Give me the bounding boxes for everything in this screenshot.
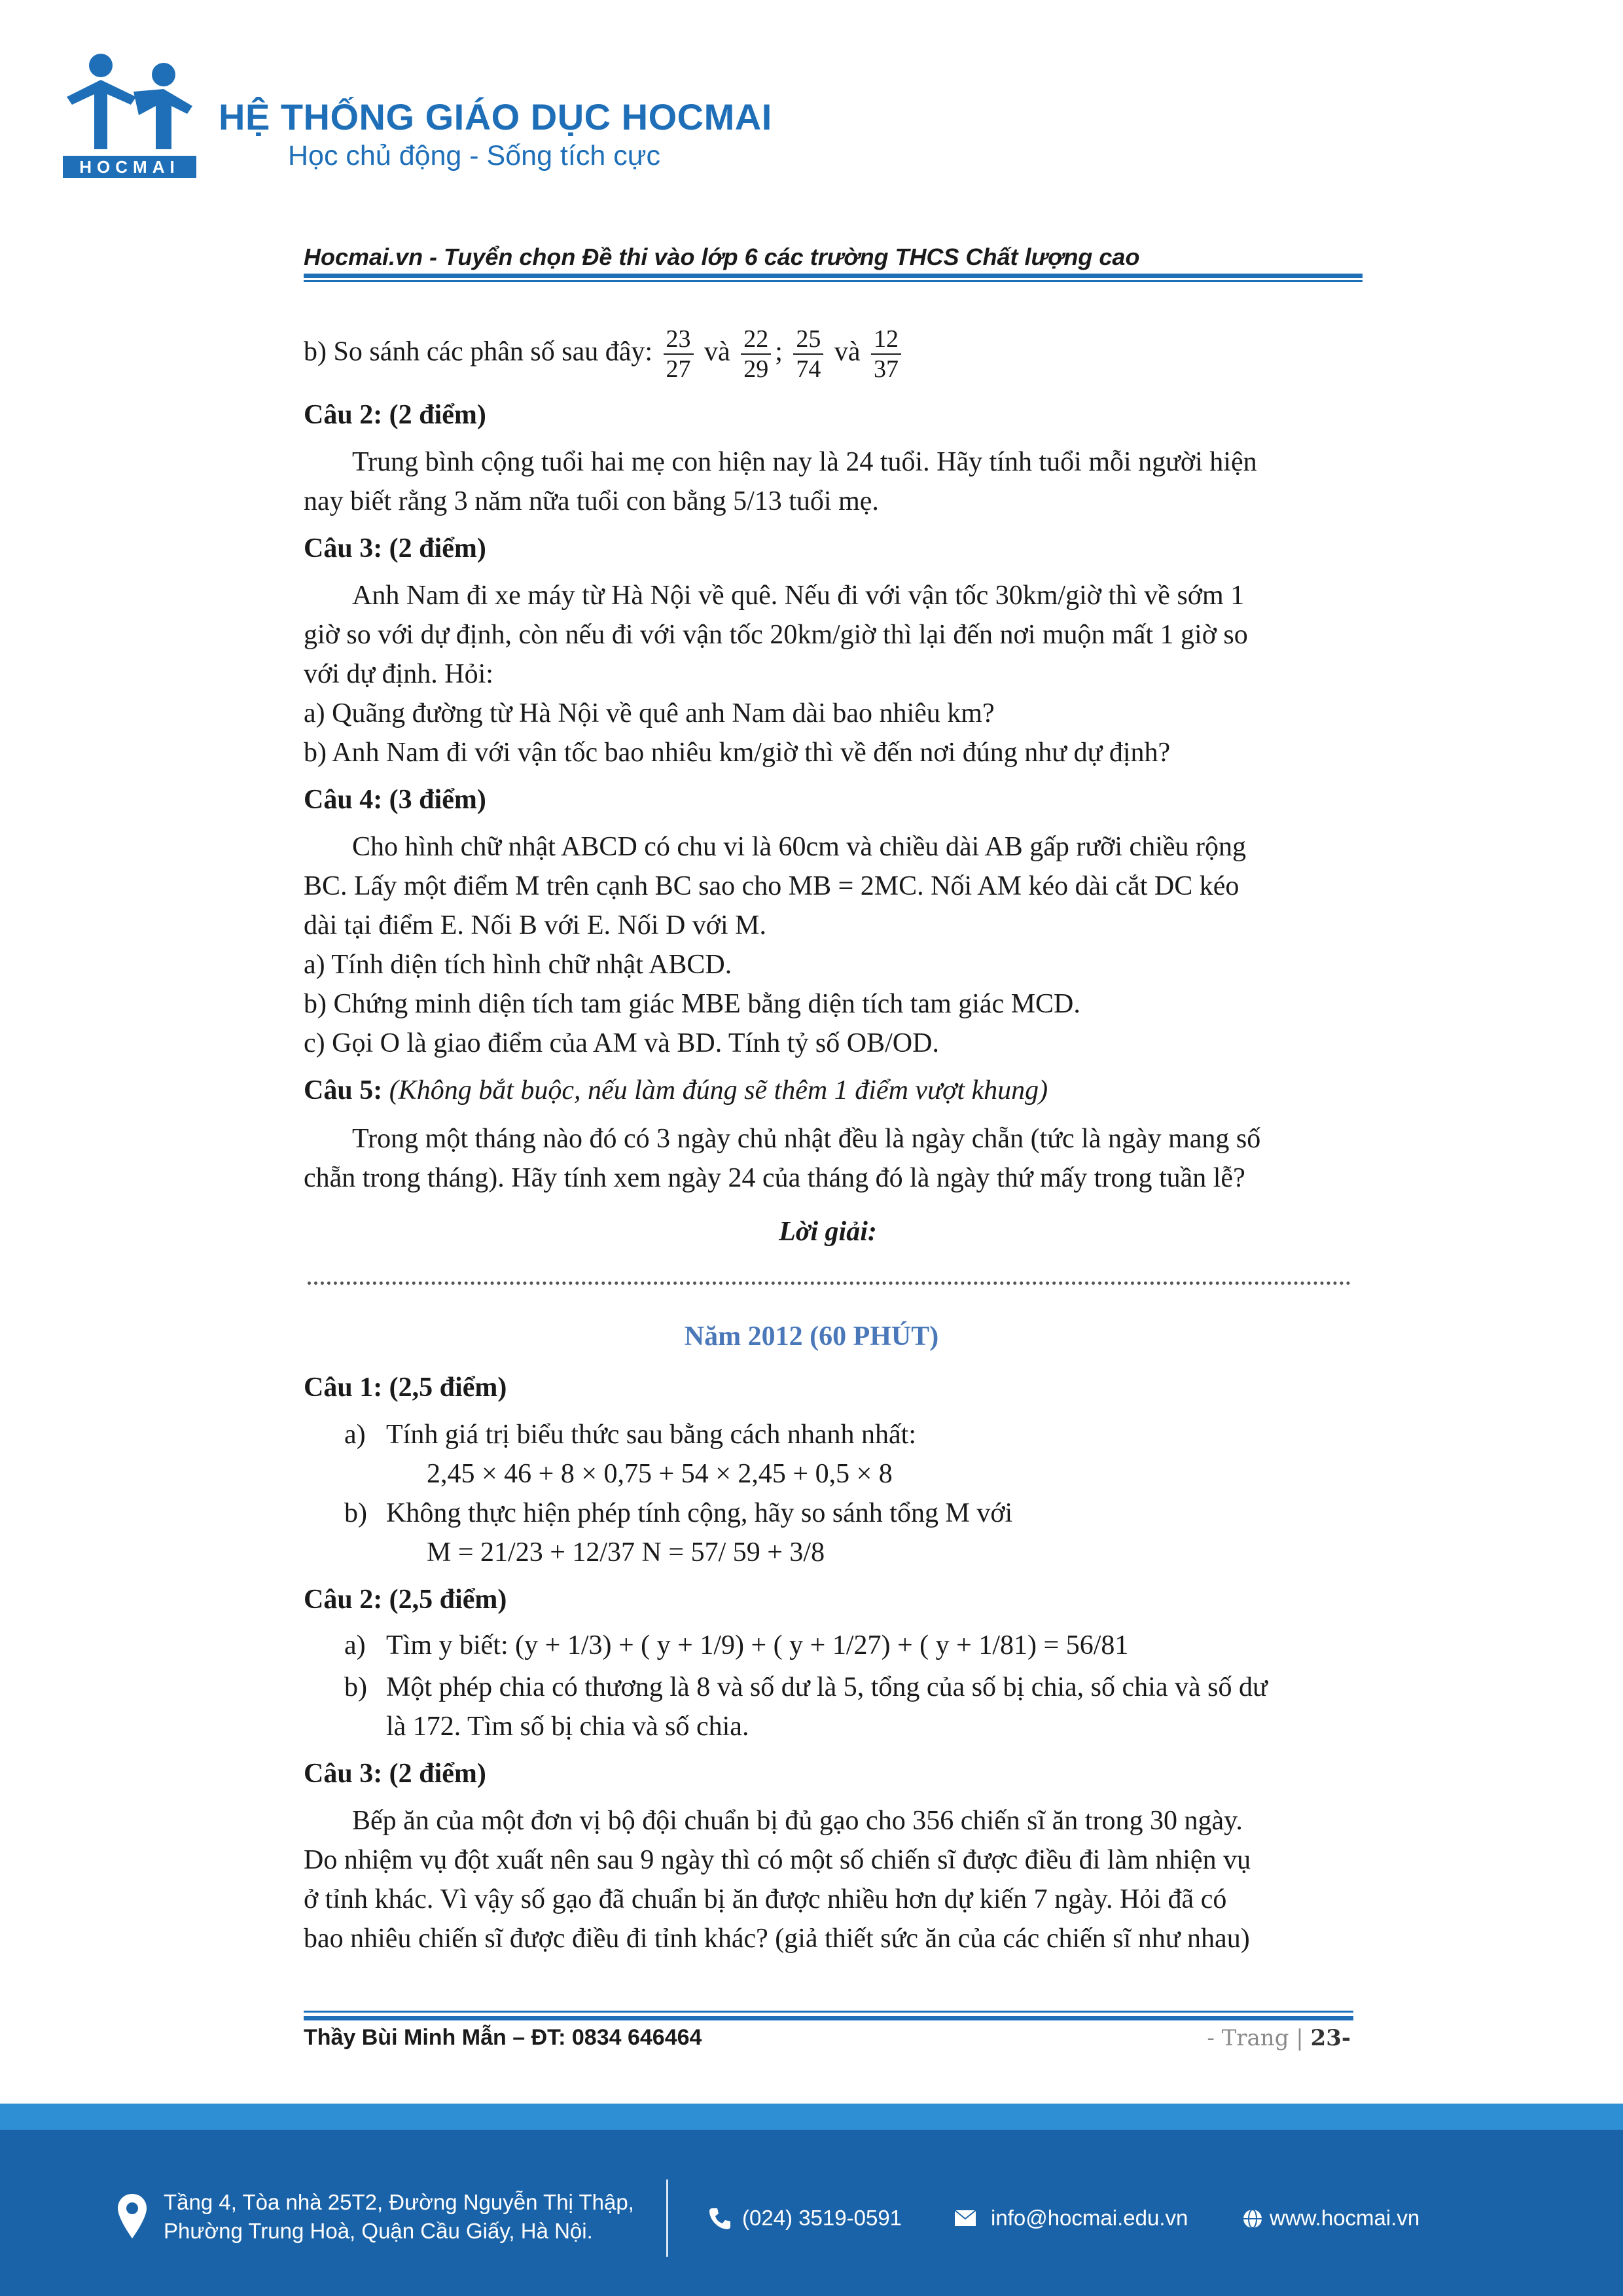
email-icon	[954, 2210, 976, 2227]
q4-line-6: c) Gọi O là giao điểm của AM và BD. Tính tỷ số OB/OD.	[304, 1028, 939, 1058]
fraction-4: $\frac{12}{37}$	[871, 325, 901, 384]
globe-icon	[1242, 2208, 1263, 2229]
y2012-q1-title: Câu 1: (2,5 điểm)	[304, 1372, 507, 1403]
q3-line-2: giờ so với dự định, còn nếu đi với vận tốc 20km/giờ thì lại đến nơi muộn mất 1 giờ so	[304, 620, 1248, 650]
solution-label: Lời giải:	[779, 1217, 877, 1247]
y2012-q1b-text: Không thực hiện phép tính cộng, hãy so sánh tổng M với	[386, 1498, 1013, 1528]
footer-rule	[304, 2016, 1353, 2020]
q4-line-1: Cho hình chữ nhật ABCD có chu vi là 60cm và chiều dài AB gấp rưỡi chiều rộng	[352, 832, 1246, 862]
q5-title-line	[304, 1071, 1048, 1110]
location-pin-icon	[116, 2193, 148, 2240]
running-head: Hocmai.vn - Tuyển chọn Đề thi vào lớp 6 các trường THCS Chất lượng cao	[304, 243, 1140, 270]
y2012-q3-line-4: bao nhiêu chiến sĩ được điều đi tỉnh khác? (giả thiết sức ăn của các chiến sĩ như nhau)	[304, 1924, 1250, 1954]
website-link[interactable]: www.hocmai.vn	[1270, 2206, 1420, 2230]
y2012-q2-title: Câu 2: (2,5 điểm)	[304, 1585, 507, 1615]
footer-band-top	[0, 2104, 1623, 2130]
q2-title: Câu 2: (2 điểm)	[304, 400, 486, 430]
phone-icon	[707, 2206, 733, 2232]
y2012-q2b-line2: là 172. Tìm số bị chia và số chia.	[386, 1712, 749, 1742]
q3-line-4: a) Quãng đường từ Hà Nội về quê anh Nam dài bao nhiêu km?	[304, 698, 995, 728]
q4-line-5: b) Chứng minh diện tích tam giác MBE bằng diện tích tam giác MCD.	[304, 989, 1080, 1019]
q5-title: Câu 5:	[304, 1075, 383, 1105]
footer-author: Thầy Bùi Minh Mẫn – ĐT: 0834 646464	[304, 2025, 702, 2050]
address-line-1: Tầng 4, Tòa nhà 25T2, Đường Nguyễn Thị Thập,	[164, 2190, 634, 2214]
q4-line-3: dài tại điểm E. Nối B với E. Nối D với M.	[304, 910, 767, 941]
fraction-3: $\frac{25}{74}$	[793, 325, 823, 384]
q5-note: (Không bắt buộc, nếu làm đúng sẽ thêm 1 điểm vượt khung)	[389, 1075, 1048, 1105]
q3-line-1: Anh Nam đi xe máy từ Hà Nội về quê. Nếu đi với vận tốc 30km/giờ thì về sớm 1	[352, 581, 1245, 611]
y2012-q1b-label: b)	[344, 1498, 367, 1528]
logo-text: HOCMAI	[79, 157, 180, 177]
y2012-q2b-label: b)	[344, 1672, 367, 1702]
q3-title: Câu 3: (2 điểm)	[304, 533, 486, 564]
page-number: - Trang | 23-	[1207, 2025, 1351, 2051]
header-rule	[304, 274, 1363, 278]
phone-number[interactable]: (024) 3519-0591	[742, 2206, 902, 2230]
q4-title: Câu 4: (3 điểm)	[304, 785, 486, 815]
y2012-q3-title: Câu 3: (2 điểm)	[304, 1759, 486, 1789]
y2012-q3-line-1: Bếp ăn của một đơn vị bộ đội chuẩn bị đủ gạo cho 356 chiến sĩ ăn trong 30 ngày.	[352, 1806, 1243, 1836]
hocmai-logo	[63, 51, 196, 178]
footer-rule-thin	[304, 2011, 1353, 2013]
y2012-q1a-text: Tính giá trị biểu thức sau bằng cách nhanh nhất:	[386, 1420, 917, 1450]
q2-line-1: Trung bình cộng tuổi hai mẹ con hiện nay là 24 tuổi. Hãy tính tuổi mỗi người hiện	[352, 447, 1257, 477]
fraction-1: $\frac{23}{27}$	[664, 325, 694, 384]
q1b-line: b) So sánh các phân số sau đây: $\frac{23}{27}$ và $\frac{22}{29}$ ; $\frac{25}{74}$ và $\frac{12}{37}$	[304, 325, 905, 384]
q5-line-1: Trong một tháng nào đó có 3 ngày chủ nhật đều là ngày chẵn (tức là ngày mang số	[352, 1124, 1261, 1154]
q4-line-4: a) Tính diện tích hình chữ nhật ABCD.	[304, 950, 732, 980]
email-link[interactable]: info@hocmai.edu.vn	[991, 2206, 1188, 2230]
brand-title: HỆ THỐNG GIÁO DỤC HOCMAI	[219, 96, 772, 137]
y2012-q2a-label: a)	[344, 1630, 366, 1660]
footer-divider	[666, 2179, 668, 2257]
header-rule-thin	[304, 280, 1363, 282]
q4-line-2: BC. Lấy một điểm M trên cạnh BC sao cho MB = 2MC. Nối AM kéo dài cắt DC kéo	[304, 871, 1240, 901]
y2012-q2a-text: Tìm y biết: (y + 1/3) + ( y + 1/9) + ( y + 1/27) + ( y + 1/81) = 56/81	[386, 1630, 1129, 1660]
address-line-2: Phường Trung Hoà, Quận Cầu Giấy, Hà Nội.	[164, 2219, 593, 2243]
y2012-q1a-label: a)	[344, 1420, 366, 1450]
brand-slogan: Học chủ động - Sống tích cực	[288, 140, 660, 171]
q3-line-3: với dự định. Hỏi:	[304, 659, 493, 689]
q5-line-2: chẵn trong tháng). Hãy tính xem ngày 24 của tháng đó là ngày thứ mấy trong tuần lễ?	[304, 1163, 1245, 1193]
q3-line-5: b) Anh Nam đi với vận tốc bao nhiêu km/giờ thì về đến nơi đúng như dự định?	[304, 738, 1171, 768]
y2012-q3-line-2: Do nhiệm vụ đột xuất nên sau 9 ngày thì có một số chiến sĩ được điều đi làm nhiện vụ	[304, 1845, 1251, 1875]
y2012-q1a-expr: 2,45 × 46 + 8 × 0,75 + 54 × 2,45 + 0,5 × 8	[427, 1459, 893, 1489]
y2012-q3-line-3: ở tỉnh khác. Vì vậy số gạo đã chuẩn bị ăn được nhiều hơn dự kiến 7 ngày. Hỏi đã có	[304, 1884, 1227, 1914]
y2012-q1b-expr: M = 21/23 + 12/37 N = 57/ 59 + 3/8	[427, 1537, 825, 1568]
fraction-2: $\frac{22}{29}$	[741, 325, 771, 384]
y2012-q2b-line1: Một phép chia có thương là 8 và số dư là 5, tổng của số bị chia, số chia và số dư	[386, 1672, 1268, 1702]
year-title: Năm 2012 (60 PHÚT)	[684, 1321, 939, 1352]
dotted-separator	[308, 1282, 1351, 1285]
q2-line-2: nay biết rằng 3 năm nữa tuổi con bằng 5/13 tuổi mẹ.	[304, 486, 879, 516]
